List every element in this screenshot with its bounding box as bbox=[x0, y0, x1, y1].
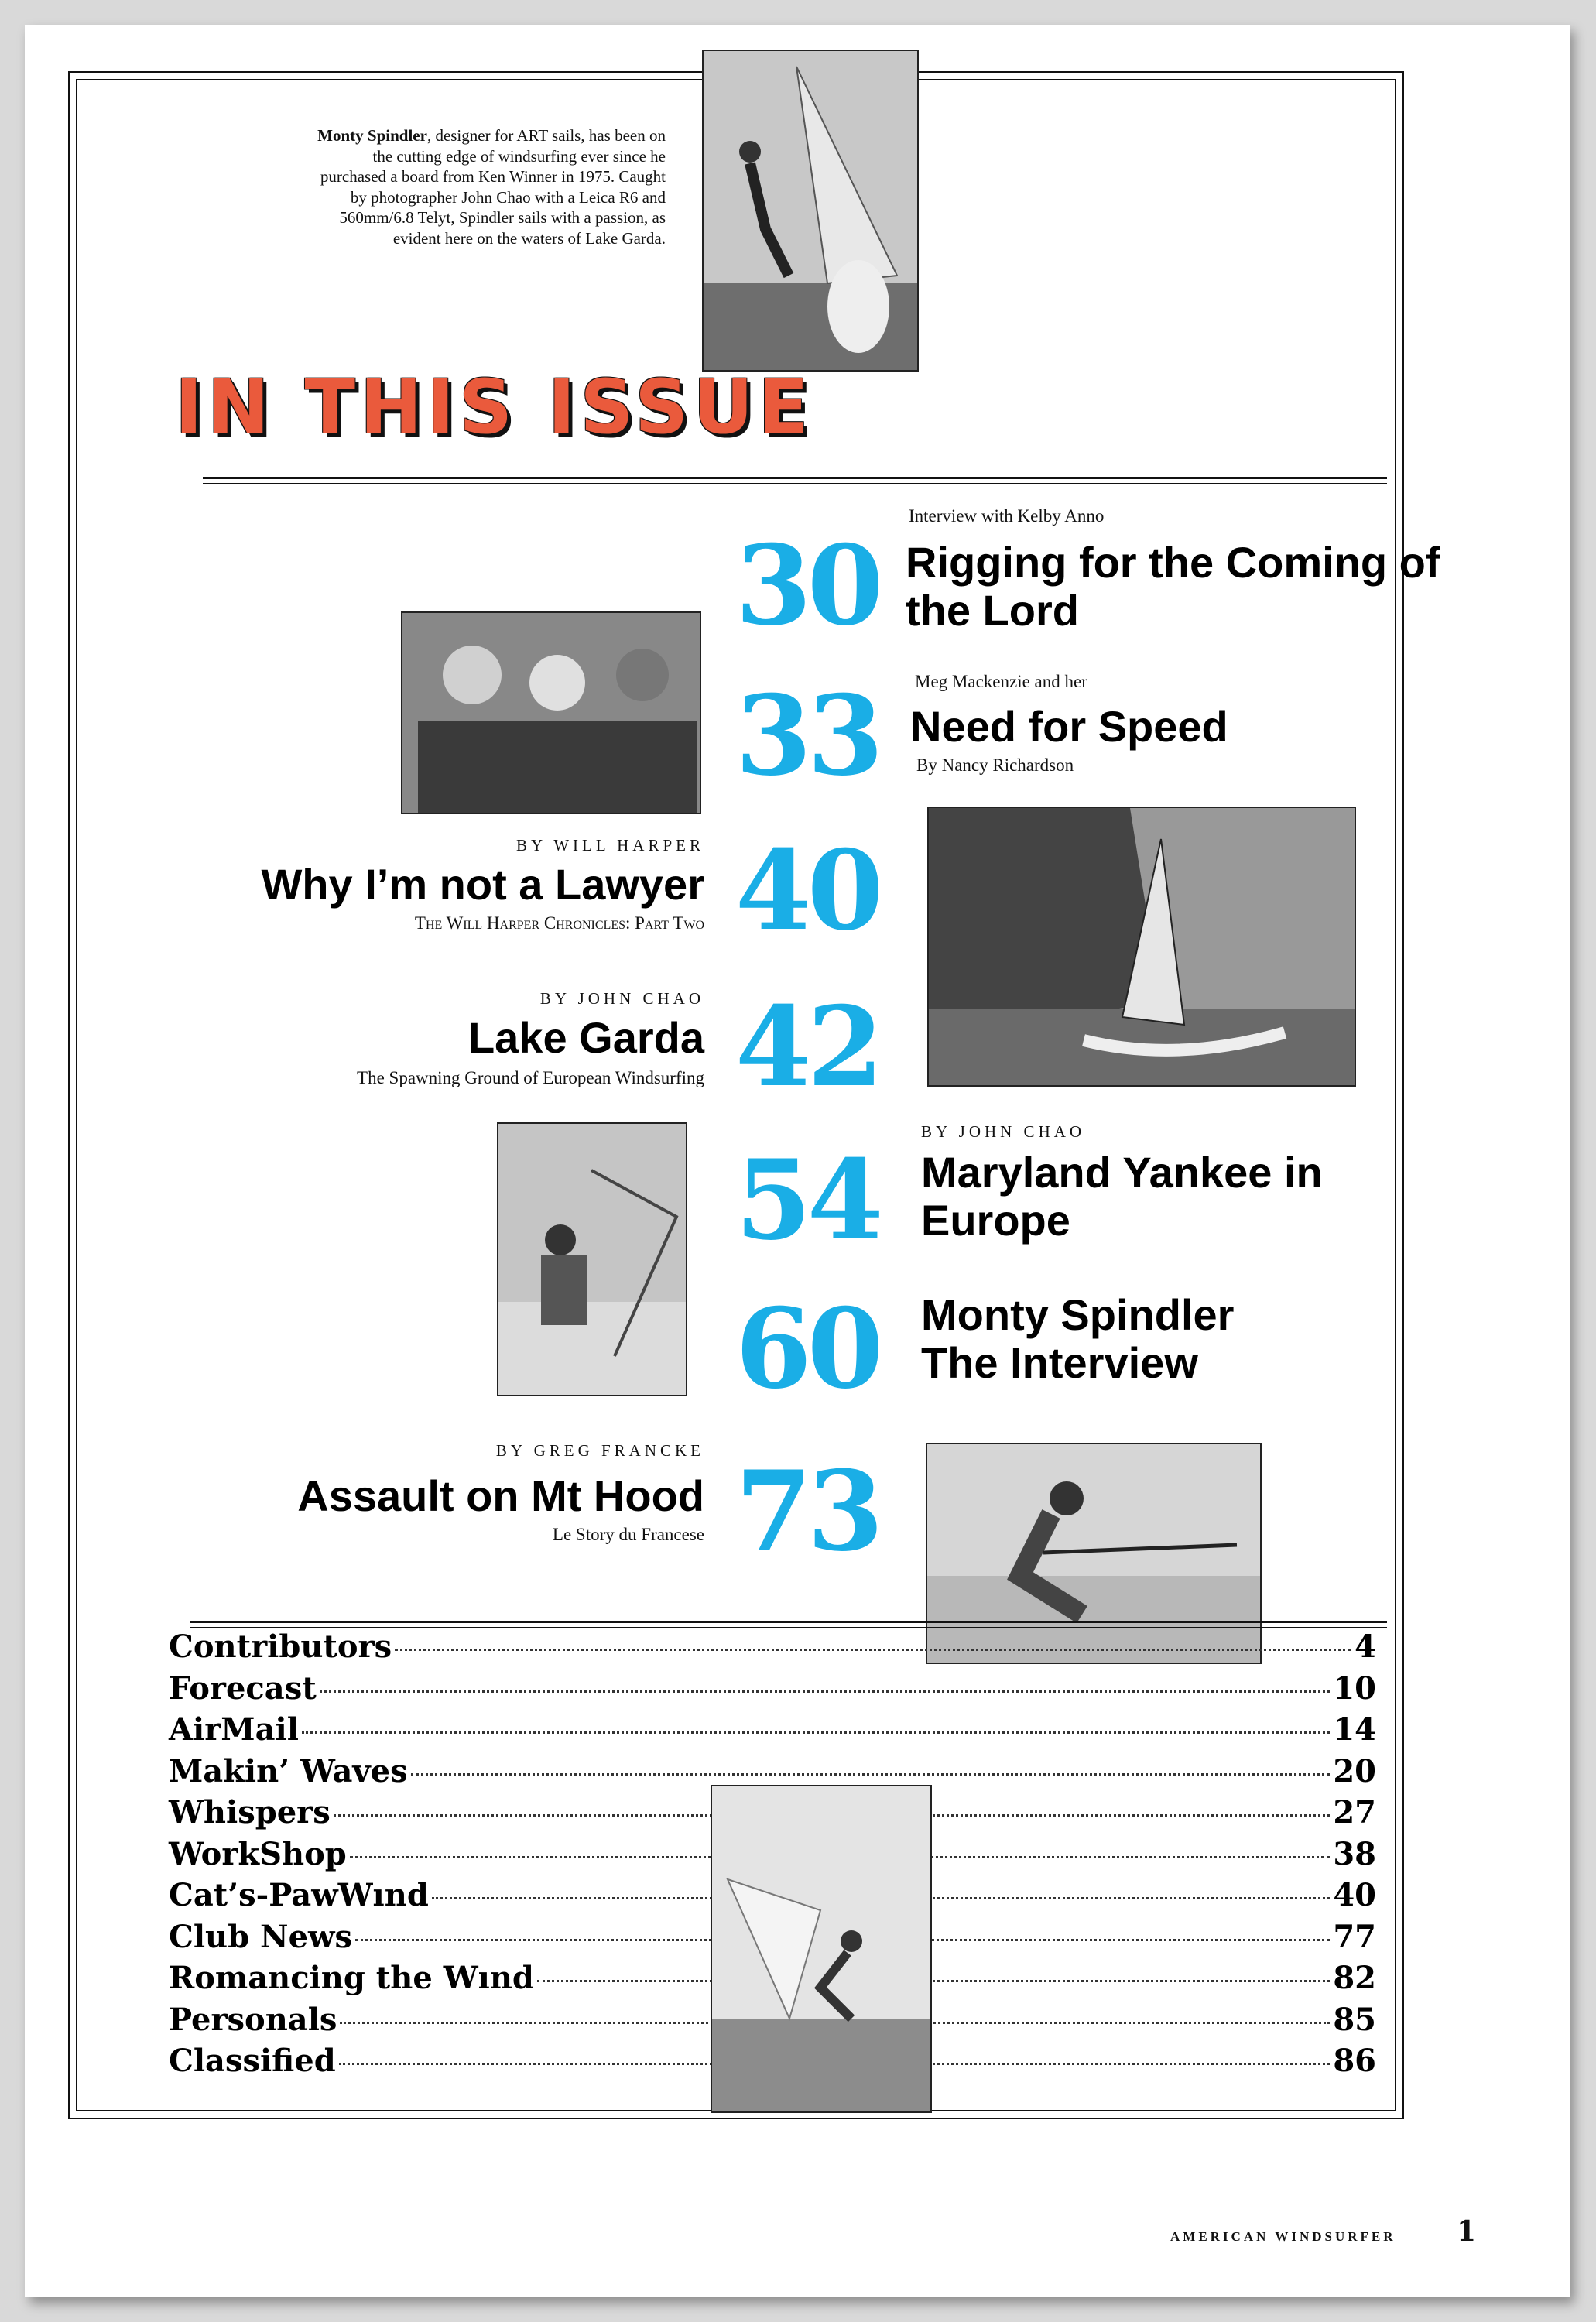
feature-54-page[interactable]: 54 bbox=[735, 1136, 879, 1265]
toc-label: Romancing the Wınd bbox=[169, 1960, 534, 1996]
toc-page: 14 bbox=[1333, 1711, 1376, 1748]
feature-60-headline[interactable]: Monty Spindler The Interview bbox=[921, 1290, 1235, 1387]
feature-33-deck: By Nancy Richardson bbox=[916, 755, 1074, 775]
feature-30-headline[interactable]: Rigging for the Coming of the Lord bbox=[906, 538, 1440, 635]
photo-caption bbox=[310, 125, 666, 248]
feature-40-page[interactable]: 40 bbox=[735, 827, 879, 955]
feature-54-headline[interactable]: Maryland Yankee in Europe bbox=[921, 1148, 1323, 1245]
toc-page: 86 bbox=[1333, 2043, 1376, 2079]
feature-42-page[interactable]: 42 bbox=[735, 983, 879, 1111]
toc-page: 27 bbox=[1333, 1794, 1376, 1831]
toc-leader bbox=[302, 1731, 1330, 1734]
toc-label: Club News bbox=[169, 1918, 352, 1955]
feature-30-page[interactable]: 30 bbox=[735, 522, 879, 650]
feature-54-kicker: BY JOHN CHAO bbox=[921, 1122, 1086, 1141]
toc-label: Contributors bbox=[169, 1628, 392, 1665]
caption-subject-name: Monty Spindler bbox=[317, 126, 427, 145]
page-title: IN THIS ISSUE bbox=[175, 364, 813, 450]
toc-leader bbox=[320, 1690, 1331, 1693]
feature-42-headline[interactable]: Lake Garda bbox=[467, 1013, 704, 1062]
feature-33-page[interactable]: 33 bbox=[735, 672, 879, 800]
feature-73-page[interactable]: 73 bbox=[735, 1447, 879, 1576]
feature-40-kicker: BY WILL HARPER bbox=[515, 836, 704, 854]
toc-page: 10 bbox=[1333, 1670, 1376, 1707]
photo-rigging-shop bbox=[497, 1122, 687, 1396]
toc-label: WorkShop bbox=[169, 1835, 347, 1872]
toc-leader bbox=[537, 1980, 1330, 1982]
feature-73-kicker: BY GREG FRANCKE bbox=[495, 1441, 704, 1460]
feature-33-headline[interactable]: Need for Speed bbox=[910, 702, 1228, 751]
departments-rule bbox=[190, 1621, 1387, 1623]
toc-leader bbox=[411, 1773, 1331, 1776]
feature-40-headline[interactable]: Why I’m not a Lawyer bbox=[261, 860, 704, 909]
footer-magazine-name: AMERICAN WINDSURFER bbox=[1170, 2229, 1396, 2244]
feature-73-deck: Le Story du Francese bbox=[552, 1525, 704, 1544]
toc-page: 20 bbox=[1333, 1752, 1376, 1789]
feature-40-deck: The Will Harper Chronicles: Part Two bbox=[414, 913, 704, 933]
photo-windsurfer-top bbox=[702, 50, 919, 372]
caption-text: , designer for ART sails, has been on the cutting edge of windsurfing ever since he purchased a board from Ken Winner in 1975. Caught by photographer John Chao with a Leica R6 and 560mm/6.8 Telyt, Spindler sails with a passion, as evident here on the waters of Lake Garda. bbox=[320, 126, 666, 248]
toc-label: Forecast bbox=[169, 1670, 317, 1707]
toc-leader bbox=[395, 1649, 1351, 1651]
toc-page: 4 bbox=[1355, 1628, 1376, 1665]
toc-page: 77 bbox=[1333, 1918, 1376, 1955]
toc-label: Whispers bbox=[169, 1794, 331, 1831]
feature-60-page[interactable]: 60 bbox=[735, 1285, 879, 1413]
toc-label: Classified bbox=[169, 2043, 336, 2079]
photo-lake-garda bbox=[927, 807, 1356, 1087]
toc-row-airmail[interactable] bbox=[169, 1711, 1376, 1753]
toc-page: 85 bbox=[1333, 2001, 1376, 2038]
title-rule bbox=[203, 477, 1387, 479]
toc-label: AirMail bbox=[169, 1711, 299, 1748]
toc-label: Cat’s-PawWınd bbox=[169, 1877, 429, 1913]
feature-33-kicker: Meg Mackenzie and her bbox=[915, 672, 1087, 691]
toc-label: Personals bbox=[169, 2001, 337, 2038]
toc-page: 82 bbox=[1333, 1960, 1376, 1996]
toc-label: Makin’ Waves bbox=[169, 1752, 408, 1789]
toc-page: 38 bbox=[1333, 1835, 1376, 1872]
feature-30-kicker: Interview with Kelby Anno bbox=[909, 506, 1105, 526]
feature-73-headline[interactable]: Assault on Mt Hood bbox=[297, 1471, 704, 1520]
feature-42-kicker: BY JOHN CHAO bbox=[539, 989, 704, 1008]
photo-group-friends bbox=[401, 611, 701, 814]
toc-row-contributors[interactable] bbox=[169, 1628, 1376, 1670]
toc-page: 40 bbox=[1333, 1877, 1376, 1913]
footer-page-number: 1 bbox=[1457, 2215, 1477, 2248]
photo-windsurfer-spray-overlay bbox=[711, 1785, 932, 2113]
feature-42-deck: The Spawning Ground of European Windsurfing bbox=[357, 1068, 704, 1087]
toc-row-forecast[interactable] bbox=[169, 1670, 1376, 1712]
